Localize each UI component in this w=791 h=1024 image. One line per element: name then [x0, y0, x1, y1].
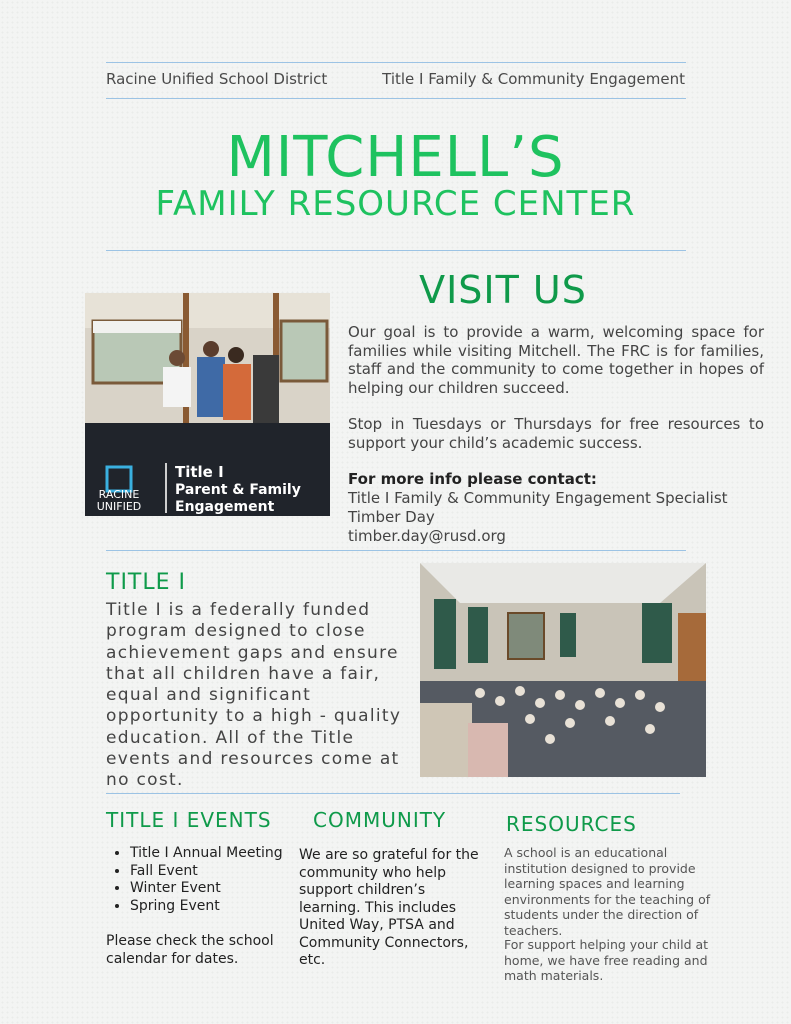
- events-heading: TITLE I EVENTS: [106, 808, 272, 832]
- list-item: • Fall Event: [130, 863, 283, 881]
- program-name: Title I Family & Community Engagement: [382, 70, 685, 88]
- visit-rule: [106, 550, 686, 551]
- events-list: [112, 845, 283, 915]
- banner-logo-line2: UNIFIED: [96, 500, 142, 513]
- visit-goal-text: Our goal is to provide a warm, welcoming space for families while visiting Mitchell. The FRC is for families, staff and the community to come together in hopes of helping our children succeed.: [348, 323, 764, 397]
- classroom-photo: [420, 563, 706, 777]
- community-body: We are so grateful for the community who help support children’s learning. This includes United Way, PTSA and Community Connectors, etc.: [299, 847, 479, 968]
- title-i-heading: TITLE I: [106, 570, 187, 595]
- banner-text-line3: Engagement: [175, 499, 275, 515]
- banner-text-line1: Title I: [175, 463, 224, 481]
- resources-text-1: A school is an educational institution designed to provide learning spaces and learning environments for the teaching of students under the direction of teachers.: [504, 845, 711, 938]
- page-title: MITCHELL’S: [226, 125, 565, 190]
- contact-email[interactable]: timber.day@rusd.org: [348, 527, 506, 545]
- resources-heading: RESOURCES: [506, 812, 637, 836]
- list-item: • Spring Event: [130, 898, 283, 916]
- list-item: • Winter Event: [130, 880, 283, 898]
- title-i-body: Title I is a federally funded program designed to close achievement gaps and ensure that all children have a fair, equal and significant opportunity to a high - quality education. All of the Title events and resources come at no cost.: [106, 600, 402, 791]
- visit-hours-text: Stop in Tuesdays or Thursdays for free resources to support your child’s academic success.: [348, 415, 764, 452]
- list-item: • Title I Annual Meeting: [130, 845, 283, 863]
- events-note: Please check the school calendar for dates.: [106, 933, 274, 967]
- title-rule: [106, 250, 686, 251]
- page-subtitle: FAMILY RESOURCE CENTER: [155, 184, 636, 224]
- community-heading: COMMUNITY: [313, 808, 447, 832]
- banner-text-line2: Parent & Family: [175, 482, 301, 498]
- banner-logo-line1: RACINE: [98, 488, 140, 501]
- contact-block: [348, 470, 764, 546]
- contact-heading: For more info please contact:: [348, 470, 597, 488]
- family-photo: [85, 293, 330, 516]
- contact-name: Timber Day: [348, 508, 435, 526]
- header-top-rule: [106, 62, 686, 63]
- title-i-rule: [106, 793, 680, 794]
- contact-role: Title I Family & Community Engagement Specialist: [348, 489, 728, 507]
- district-name: Racine Unified School District: [106, 70, 328, 88]
- resources-text-2: For support helping your child at home, we have free reading and math materials.: [504, 937, 709, 983]
- visit-us-heading: VISIT US: [419, 268, 587, 312]
- header-bottom-rule: [106, 98, 686, 99]
